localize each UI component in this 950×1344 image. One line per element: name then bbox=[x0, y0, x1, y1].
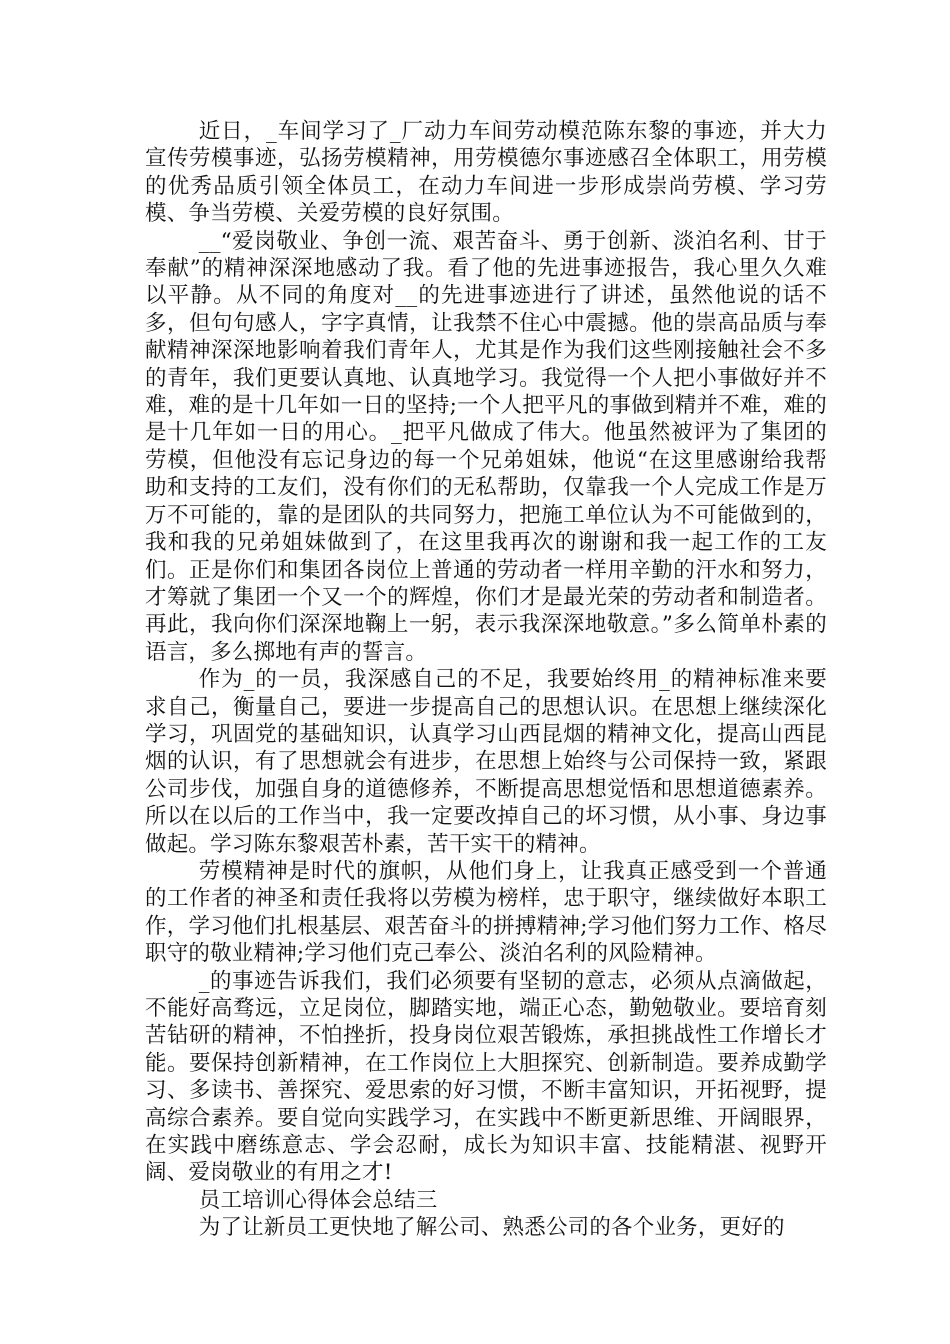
paragraph-4: 劳模精神是时代的旗帜，从他们身上，让我真正感受到一个普通的工作者的神圣和责任我将以劳模为榜样，忠于职守，继续做好本职工作，学习他们扎根基层、艰苦奋斗的拼搏精神;学习他们努力工作、格尽职守的敬业精神;学习他们克己奉公、淡泊名利的风险精神。 bbox=[145, 858, 827, 967]
paragraph-5: _的事迹告诉我们，我们必须要有坚韧的意志，必须从点滴做起，不能好高骛远，立足岗位，脚踏实地，端正心态，勤勉敬业。要培育刻苦钻研的精神，不怕挫折，投身岗位艰苦锻炼，承担挑战性工作增长才能。要保持创新精神，在工作岗位上大胆探究、创新制造。要养成勤学习、多读书、善探究、爱思索的好习惯，不断丰富知识，开拓视野，提高综合素养。要自觉向实践学习，在实践中不断更新思维、开阔眼界，在实践中磨练意志、学会忍耐，成长为知识丰富、技能精湛、视野开阔、爱岗敬业的有用之才! bbox=[145, 968, 827, 1186]
document-page bbox=[145, 118, 827, 1242]
paragraph-2: __“爱岗敬业、争创一流、艰苦奋斗、勇于创新、淡泊名利、甘于奉献”的精神深深地感动了我。看了他的先进事迹报告，我心里久久难以平静。从不同的角度对__的先进事迹进行了讲述，虽然他说的话不多，但句句感人，字字真情，让我禁不住心中震撼。他的崇高品质与奉献精神深深地影响着我们青年人，尤其是作为我们这些刚接触社会不多的青年，我们更要认真地、认真地学习。我觉得一个人把小事做好并不难，难的是十几年如一日的坚持;一个人把平凡的事做到精并不难，难的是十几年如一日的用心。_把平凡做成了伟大。他虽然被评为了集团的劳模，但他没有忘记身边的每一个兄弟姐妹，他说“在这里感谢给我帮助和支持的工友们，没有你们的无私帮助，仅靠我一个人完成工作是万万不可能的，靠的是团队的共同努力，把施工单位认为不可能做到的，我和我的兄弟姐妹做到了，在这里我再次的谢谢和我一起工作的工友们。正是你们和集团各岗位上普通的劳动者一样用辛勤的汗水和努力，才筹就了集团一个又一个的辉煌，你们才是最光荣的劳动者和制造者。再此，我向你们深深地鞠上一躬，表示我深深地敬意。”多么简单朴素的语言，多么掷地有声的誓言。 bbox=[145, 228, 827, 665]
section-heading: 员工培训心得体会总结三 bbox=[198, 1187, 438, 1213]
closing-paragraph: 为了让新员工更快地了解公司、熟悉公司的各个业务，更好的 bbox=[198, 1215, 785, 1241]
paragraph-1: 近日，_车间学习了_厂动力车间劳动模范陈东黎的事迹，并大力宣传劳模事迹，弘扬劳模精神，用劳模德尔事迹感召全体职工，用劳模的优秀品质引领全体员工，在动力车间进一步形成崇尚劳模、学习劳模、争当劳模、关爱劳模的良好氛围。 bbox=[145, 119, 827, 227]
paragraph-3: 作为_的一员，我深感自己的不足，我要始终用_的精神标准来要求自己，衡量自己，要进一步提高自己的思想认识。在思想上继续深化学习，巩固党的基础知识，认真学习山西昆烟的精神文化，提高山西昆烟的认识，有了思想就会有进步，在思想上始终与公司保持一致，紧跟公司步伐，加强自身的道德修养，不断提高思想觉悟和思想道德素养。所以在以后的工作当中，我一定要改掉自己的坏习惯，从小事、身边事做起。学习陈东黎艰苦朴素，苦干实干的精神。 bbox=[145, 667, 827, 857]
